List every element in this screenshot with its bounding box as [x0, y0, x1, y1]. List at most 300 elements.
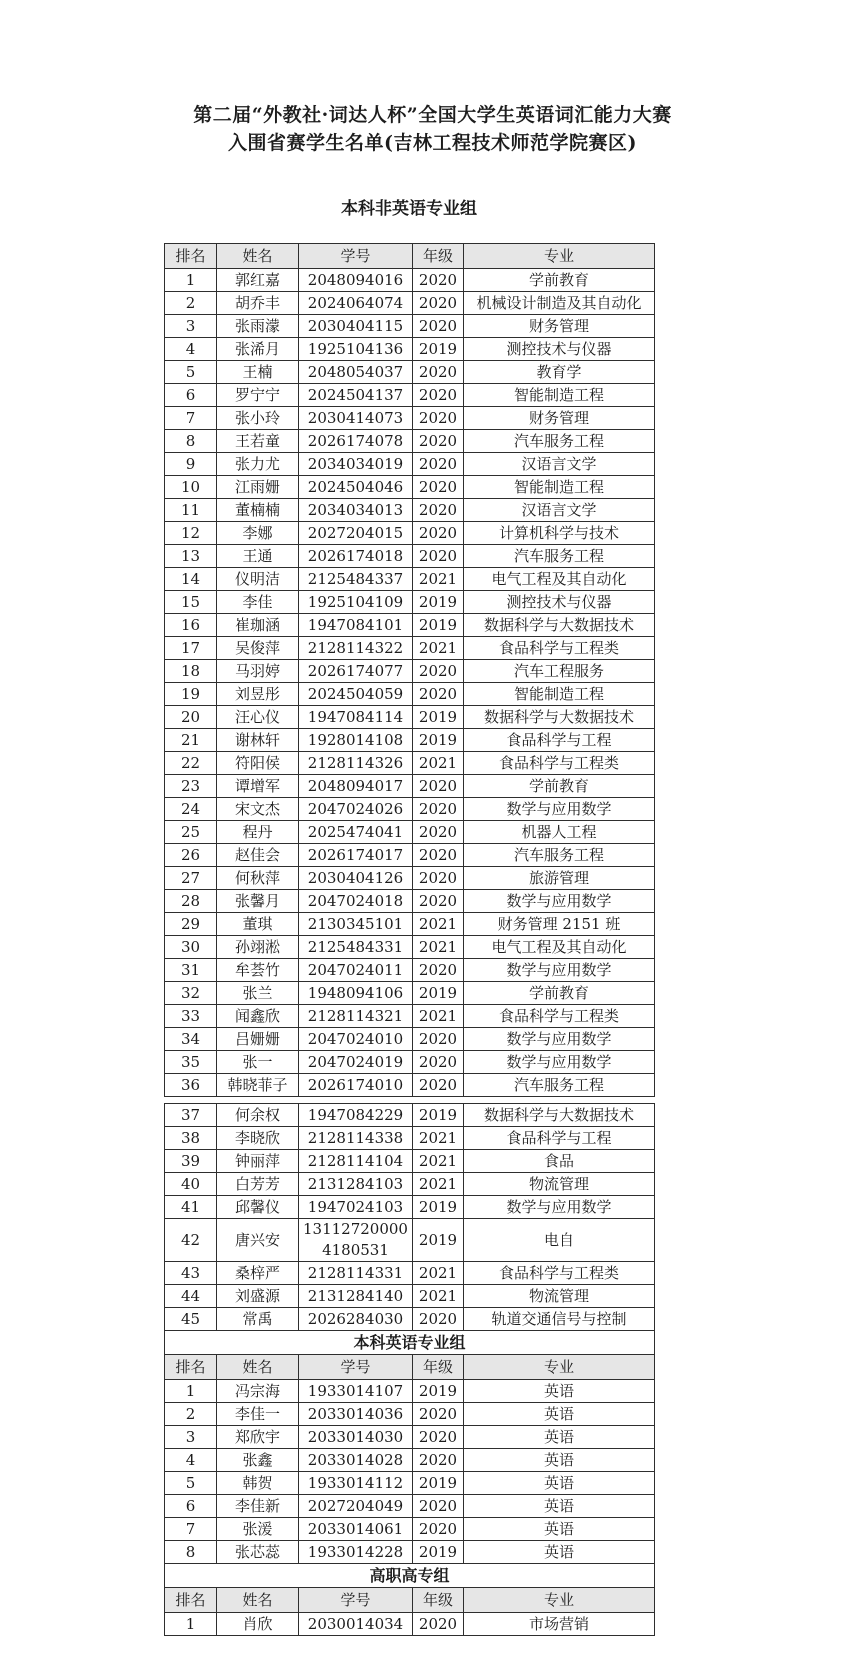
cell-name: 胡乔丰 — [217, 292, 299, 315]
cell-major: 汽车服务工程 — [464, 1074, 655, 1097]
table-row — [165, 568, 655, 591]
cell-rank: 2 — [165, 1403, 217, 1426]
cell-name: 程丹 — [217, 821, 299, 844]
cell-major: 教育学 — [464, 361, 655, 384]
page-title-line1: 第二届“外教社·词达人杯”全国大学生英语词汇能力大赛 — [193, 104, 672, 126]
cell-name: 张雨濛 — [217, 315, 299, 338]
cell-major: 数学与应用数学 — [464, 890, 655, 913]
cell-student-id: 2034034019 — [299, 453, 413, 476]
cell-name: 刘盛源 — [217, 1285, 299, 1308]
cell-major: 英语 — [464, 1380, 655, 1403]
cell-grade: 2020 — [413, 407, 464, 430]
cell-rank: 9 — [165, 453, 217, 476]
cell-grade: 2020 — [413, 798, 464, 821]
cell-student-id: 2048094016 — [299, 269, 413, 292]
table-row — [165, 1262, 655, 1285]
cell-rank: 13 — [165, 545, 217, 568]
cell-name: 罗宁宁 — [217, 384, 299, 407]
table-row — [165, 1380, 655, 1403]
cell-rank: 6 — [165, 1495, 217, 1518]
cell-major: 汉语言文学 — [464, 499, 655, 522]
table-row — [165, 821, 655, 844]
cell-major: 食品科学与工程类 — [464, 637, 655, 660]
cell-name: 李佳一 — [217, 1403, 299, 1426]
cell-name: 张兰 — [217, 982, 299, 1005]
column-header-name: 姓名 — [217, 1355, 299, 1380]
cell-rank: 35 — [165, 1051, 217, 1074]
cell-rank: 36 — [165, 1074, 217, 1097]
table-row — [165, 1449, 655, 1472]
cell-major: 数学与应用数学 — [464, 959, 655, 982]
table-row — [165, 637, 655, 660]
table-row — [165, 1285, 655, 1308]
cell-major: 食品科学与工程 — [464, 729, 655, 752]
column-header-student-id: 学号 — [299, 1588, 413, 1613]
cell-name: 张力尤 — [217, 453, 299, 476]
cell-rank: 11 — [165, 499, 217, 522]
table-row — [165, 959, 655, 982]
cell-student-id: 1933014107 — [299, 1380, 413, 1403]
cell-rank: 38 — [165, 1127, 217, 1150]
cell-grade: 2019 — [413, 1380, 464, 1403]
cell-rank: 16 — [165, 614, 217, 637]
cell-grade: 2020 — [413, 1426, 464, 1449]
cell-major: 学前教育 — [464, 269, 655, 292]
cell-rank: 14 — [165, 568, 217, 591]
table-row — [165, 315, 655, 338]
cell-major: 英语 — [464, 1518, 655, 1541]
cell-student-id: 2024504046 — [299, 476, 413, 499]
cell-name: 何秋萍 — [217, 867, 299, 890]
cell-student-id: 2024064074 — [299, 292, 413, 315]
cell-student-id: 2128114104 — [299, 1150, 413, 1173]
cell-grade: 2021 — [413, 752, 464, 775]
cell-major: 汽车服务工程 — [464, 545, 655, 568]
cell-major: 食品 — [464, 1150, 655, 1173]
cell-major: 汉语言文学 — [464, 453, 655, 476]
cell-rank: 4 — [165, 1449, 217, 1472]
cell-rank: 21 — [165, 729, 217, 752]
cell-rank: 44 — [165, 1285, 217, 1308]
cell-student-id: 2033014036 — [299, 1403, 413, 1426]
cell-rank: 22 — [165, 752, 217, 775]
cell-name: 桑梓严 — [217, 1262, 299, 1285]
cell-name: 吴俊萍 — [217, 637, 299, 660]
cell-rank: 39 — [165, 1150, 217, 1173]
cell-rank: 25 — [165, 821, 217, 844]
cell-name: 李晓欣 — [217, 1127, 299, 1150]
cell-rank: 6 — [165, 384, 217, 407]
cell-grade: 2021 — [413, 913, 464, 936]
cell-grade: 2021 — [413, 936, 464, 959]
cell-student-id: 2027204015 — [299, 522, 413, 545]
cell-major: 数学与应用数学 — [464, 1051, 655, 1074]
table-row — [165, 683, 655, 706]
column-header-major: 专业 — [464, 1588, 655, 1613]
group-banner-vocational-label: 高职高专组 — [165, 1564, 655, 1588]
cell-student-id: 2026174018 — [299, 545, 413, 568]
cell-rank: 34 — [165, 1028, 217, 1051]
cell-name: 牟荟竹 — [217, 959, 299, 982]
column-header-grade: 年级 — [413, 1588, 464, 1613]
cell-name: 郑欣宇 — [217, 1426, 299, 1449]
cell-grade: 2019 — [413, 614, 464, 637]
column-header-rank: 排名 — [165, 1355, 217, 1380]
cell-name: 宋文杰 — [217, 798, 299, 821]
cell-rank: 8 — [165, 1541, 217, 1564]
column-header-row — [165, 244, 655, 269]
cell-student-id: 1947084101 — [299, 614, 413, 637]
cell-major: 学前教育 — [464, 982, 655, 1005]
cell-grade: 2020 — [413, 361, 464, 384]
table-row — [165, 361, 655, 384]
cell-major: 食品科学与工程 — [464, 1127, 655, 1150]
cell-name: 张馨月 — [217, 890, 299, 913]
table-row — [165, 1541, 655, 1564]
cell-grade: 2020 — [413, 821, 464, 844]
cell-grade: 2021 — [413, 1150, 464, 1173]
cell-name: 郭红嘉 — [217, 269, 299, 292]
cell-rank: 3 — [165, 315, 217, 338]
column-header-grade: 年级 — [413, 1355, 464, 1380]
column-header-name: 姓名 — [217, 244, 299, 269]
table-row — [165, 1308, 655, 1331]
table-row — [165, 292, 655, 315]
cell-name: 常禹 — [217, 1308, 299, 1331]
column-header-rank: 排名 — [165, 1588, 217, 1613]
cell-rank: 15 — [165, 591, 217, 614]
column-header-name: 姓名 — [217, 1588, 299, 1613]
cell-major: 英语 — [464, 1426, 655, 1449]
cell-grade: 2020 — [413, 292, 464, 315]
cell-grade: 2020 — [413, 844, 464, 867]
cell-name: 崔珈涵 — [217, 614, 299, 637]
cell-student-id: 2128114326 — [299, 752, 413, 775]
cell-grade: 2019 — [413, 729, 464, 752]
cell-grade: 2020 — [413, 499, 464, 522]
cell-major: 机械设计制造及其自动化 — [464, 292, 655, 315]
column-header-major: 专业 — [464, 1355, 655, 1380]
cell-grade: 2020 — [413, 683, 464, 706]
cell-name: 董楠楠 — [217, 499, 299, 522]
cell-name: 董琪 — [217, 913, 299, 936]
table-row — [165, 522, 655, 545]
table-row — [165, 499, 655, 522]
content-area — [164, 194, 654, 1636]
cell-grade: 2020 — [413, 867, 464, 890]
cell-name: 李娜 — [217, 522, 299, 545]
cell-grade: 2020 — [413, 430, 464, 453]
cell-grade: 2020 — [413, 775, 464, 798]
cell-major: 汽车服务工程 — [464, 430, 655, 453]
cell-student-id: 2030404126 — [299, 867, 413, 890]
cell-student-id: 2026174017 — [299, 844, 413, 867]
cell-student-id: 2025474041 — [299, 821, 413, 844]
cell-name: 谭增军 — [217, 775, 299, 798]
cell-major: 英语 — [464, 1472, 655, 1495]
cell-rank: 5 — [165, 1472, 217, 1495]
cell-name: 张小玲 — [217, 407, 299, 430]
cell-name: 王楠 — [217, 361, 299, 384]
cell-major: 轨道交通信号与控制 — [464, 1308, 655, 1331]
cell-grade: 2020 — [413, 1518, 464, 1541]
cell-major: 英语 — [464, 1403, 655, 1426]
cell-name: 吕姗姗 — [217, 1028, 299, 1051]
cell-name: 韩贺 — [217, 1472, 299, 1495]
cell-name: 钟丽萍 — [217, 1150, 299, 1173]
cell-student-id: 2047024011 — [299, 959, 413, 982]
cell-student-id: 2128114338 — [299, 1127, 413, 1150]
cell-major: 食品科学与工程类 — [464, 1262, 655, 1285]
cell-rank: 40 — [165, 1173, 217, 1196]
cell-rank: 41 — [165, 1196, 217, 1219]
cell-major: 智能制造工程 — [464, 683, 655, 706]
table-row — [165, 752, 655, 775]
cell-rank: 5 — [165, 361, 217, 384]
cell-student-id: 2024504137 — [299, 384, 413, 407]
cell-major: 物流管理 — [464, 1173, 655, 1196]
cell-grade: 2021 — [413, 1127, 464, 1150]
cell-rank: 17 — [165, 637, 217, 660]
cell-major: 英语 — [464, 1449, 655, 1472]
cell-student-id: 2030404115 — [299, 315, 413, 338]
cell-student-id: 2030414073 — [299, 407, 413, 430]
table-row — [165, 338, 655, 361]
page-title-line2: 入围省赛学生名单(吉林工程技术师范学院赛区) — [228, 132, 637, 154]
cell-student-id: 2030014034 — [299, 1613, 413, 1636]
cell-student-id: 2024504059 — [299, 683, 413, 706]
cell-name: 张湲 — [217, 1518, 299, 1541]
cell-name: 江雨姗 — [217, 476, 299, 499]
table-row — [165, 1074, 655, 1097]
cell-name: 闻鑫欣 — [217, 1005, 299, 1028]
cell-major: 测控技术与仪器 — [464, 338, 655, 361]
cell-student-id: 2048094017 — [299, 775, 413, 798]
table-row — [165, 729, 655, 752]
cell-student-id: 2026174010 — [299, 1074, 413, 1097]
cell-student-id: 2125484331 — [299, 936, 413, 959]
cell-grade: 2020 — [413, 384, 464, 407]
cell-rank: 1 — [165, 269, 217, 292]
cell-major: 汽车服务工程 — [464, 844, 655, 867]
cell-rank: 42 — [165, 1219, 217, 1262]
cell-grade: 2019 — [413, 1541, 464, 1564]
cell-major: 汽车工程服务 — [464, 660, 655, 683]
table-row — [165, 936, 655, 959]
cell-student-id: 1933014112 — [299, 1472, 413, 1495]
cell-rank: 8 — [165, 430, 217, 453]
cell-name: 肖欣 — [217, 1613, 299, 1636]
cell-grade: 2020 — [413, 476, 464, 499]
cell-rank: 26 — [165, 844, 217, 867]
table-row — [165, 1219, 655, 1262]
table-row — [165, 1005, 655, 1028]
cell-student-id: 2125484337 — [299, 568, 413, 591]
cell-name: 刘昱彤 — [217, 683, 299, 706]
cell-rank: 2 — [165, 292, 217, 315]
cell-major: 财务管理 — [464, 407, 655, 430]
cell-rank: 30 — [165, 936, 217, 959]
cell-major: 数学与应用数学 — [464, 1196, 655, 1219]
cell-student-id: 2047024010 — [299, 1028, 413, 1051]
cell-student-id: 131127200004180531 — [299, 1219, 413, 1262]
table-row — [165, 1127, 655, 1150]
cell-student-id: 2034034013 — [299, 499, 413, 522]
cell-rank: 1 — [165, 1613, 217, 1636]
cell-grade: 2021 — [413, 1173, 464, 1196]
table-row — [165, 798, 655, 821]
cell-grade: 2019 — [413, 1104, 464, 1127]
cell-student-id: 1928014108 — [299, 729, 413, 752]
cell-name: 李佳新 — [217, 1495, 299, 1518]
cell-grade: 2021 — [413, 568, 464, 591]
cell-major: 数据科学与大数据技术 — [464, 706, 655, 729]
table-row — [165, 867, 655, 890]
cell-major: 测控技术与仪器 — [464, 591, 655, 614]
cell-grade: 2021 — [413, 637, 464, 660]
cell-rank: 3 — [165, 1426, 217, 1449]
table-row — [165, 844, 655, 867]
cell-student-id: 1925104109 — [299, 591, 413, 614]
cell-major: 学前教育 — [464, 775, 655, 798]
cell-rank: 1 — [165, 1380, 217, 1403]
cell-rank: 19 — [165, 683, 217, 706]
cell-student-id: 2048054037 — [299, 361, 413, 384]
cell-name: 汪心仪 — [217, 706, 299, 729]
cell-major: 物流管理 — [464, 1285, 655, 1308]
group-banner-vocational — [165, 1564, 655, 1588]
cell-major: 英语 — [464, 1541, 655, 1564]
cell-major: 数据科学与大数据技术 — [464, 1104, 655, 1127]
cell-rank: 33 — [165, 1005, 217, 1028]
cell-student-id: 2047024019 — [299, 1051, 413, 1074]
cell-rank: 4 — [165, 338, 217, 361]
cell-student-id: 1948094106 — [299, 982, 413, 1005]
cell-student-id: 2131284140 — [299, 1285, 413, 1308]
cell-student-id: 2027204049 — [299, 1495, 413, 1518]
group-heading-non-english: 本科非英语专业组 — [341, 199, 477, 219]
cell-name: 谢林轩 — [217, 729, 299, 752]
cell-student-id: 1947084229 — [299, 1104, 413, 1127]
group-banner-english-label: 本科英语专业组 — [165, 1331, 655, 1355]
cell-name: 邱馨仪 — [217, 1196, 299, 1219]
table-row — [165, 430, 655, 453]
cell-rank: 32 — [165, 982, 217, 1005]
table-row — [165, 476, 655, 499]
cell-name: 王通 — [217, 545, 299, 568]
cell-grade: 2020 — [413, 1403, 464, 1426]
cell-major: 智能制造工程 — [464, 476, 655, 499]
table-row — [165, 775, 655, 798]
table-row — [165, 1403, 655, 1426]
cell-student-id: 2026174078 — [299, 430, 413, 453]
cell-major: 食品科学与工程类 — [464, 752, 655, 775]
cell-name: 张鑫 — [217, 1449, 299, 1472]
cell-student-id: 2033014061 — [299, 1518, 413, 1541]
cell-rank: 31 — [165, 959, 217, 982]
cell-student-id: 2047024018 — [299, 890, 413, 913]
column-header-row — [165, 1355, 655, 1380]
cell-grade: 2019 — [413, 982, 464, 1005]
table-row — [165, 1495, 655, 1518]
cell-grade: 2020 — [413, 1074, 464, 1097]
cell-major: 计算机科学与技术 — [464, 522, 655, 545]
cell-grade: 2020 — [413, 545, 464, 568]
column-header-row — [165, 1588, 655, 1613]
cell-grade: 2020 — [413, 660, 464, 683]
cell-student-id: 1925104136 — [299, 338, 413, 361]
cell-major: 智能制造工程 — [464, 384, 655, 407]
table-row — [165, 545, 655, 568]
cell-rank: 37 — [165, 1104, 217, 1127]
cell-name: 马羽婷 — [217, 660, 299, 683]
cell-name: 白芳芳 — [217, 1173, 299, 1196]
cell-name: 张一 — [217, 1051, 299, 1074]
cell-grade: 2020 — [413, 453, 464, 476]
cell-grade: 2019 — [413, 1219, 464, 1262]
cell-grade: 2020 — [413, 269, 464, 292]
cell-student-id: 2128114322 — [299, 637, 413, 660]
cell-student-id: 2047024026 — [299, 798, 413, 821]
table-row — [165, 1104, 655, 1127]
cell-name: 孙翊淞 — [217, 936, 299, 959]
table-row — [165, 706, 655, 729]
cell-grade: 2021 — [413, 1262, 464, 1285]
table-row — [165, 1426, 655, 1449]
cell-student-id: 2128114331 — [299, 1262, 413, 1285]
cell-rank: 20 — [165, 706, 217, 729]
cell-rank: 7 — [165, 1518, 217, 1541]
cell-rank: 43 — [165, 1262, 217, 1285]
cell-name: 赵佳会 — [217, 844, 299, 867]
cell-major: 数据科学与大数据技术 — [464, 614, 655, 637]
cell-name: 冯宗海 — [217, 1380, 299, 1403]
table-row — [165, 890, 655, 913]
table-row — [165, 1518, 655, 1541]
cell-grade: 2020 — [413, 1495, 464, 1518]
cell-grade: 2020 — [413, 1613, 464, 1636]
cell-name: 唐兴安 — [217, 1219, 299, 1262]
group-banner-english — [165, 1331, 655, 1355]
table-row — [165, 1196, 655, 1219]
table-row — [165, 1472, 655, 1495]
cell-grade: 2019 — [413, 706, 464, 729]
cell-grade: 2020 — [413, 1449, 464, 1472]
cell-grade: 2019 — [413, 338, 464, 361]
cell-major: 食品科学与工程类 — [464, 1005, 655, 1028]
cell-grade: 2019 — [413, 1472, 464, 1495]
column-header-major: 专业 — [464, 244, 655, 269]
cell-major: 财务管理 — [464, 315, 655, 338]
cell-student-id: 1933014228 — [299, 1541, 413, 1564]
table-row — [165, 1613, 655, 1636]
table-row — [165, 384, 655, 407]
cell-grade: 2020 — [413, 1028, 464, 1051]
table-row — [165, 1051, 655, 1074]
cell-major: 旅游管理 — [464, 867, 655, 890]
cell-rank: 10 — [165, 476, 217, 499]
cell-rank: 24 — [165, 798, 217, 821]
cell-grade: 2020 — [413, 959, 464, 982]
cell-student-id: 2131284103 — [299, 1173, 413, 1196]
cell-grade: 2020 — [413, 890, 464, 913]
cell-name: 何余权 — [217, 1104, 299, 1127]
cell-major: 电气工程及其自动化 — [464, 568, 655, 591]
cell-name: 韩晓菲子 — [217, 1074, 299, 1097]
cell-major: 英语 — [464, 1495, 655, 1518]
cell-name: 李佳 — [217, 591, 299, 614]
cell-major: 市场营销 — [464, 1613, 655, 1636]
